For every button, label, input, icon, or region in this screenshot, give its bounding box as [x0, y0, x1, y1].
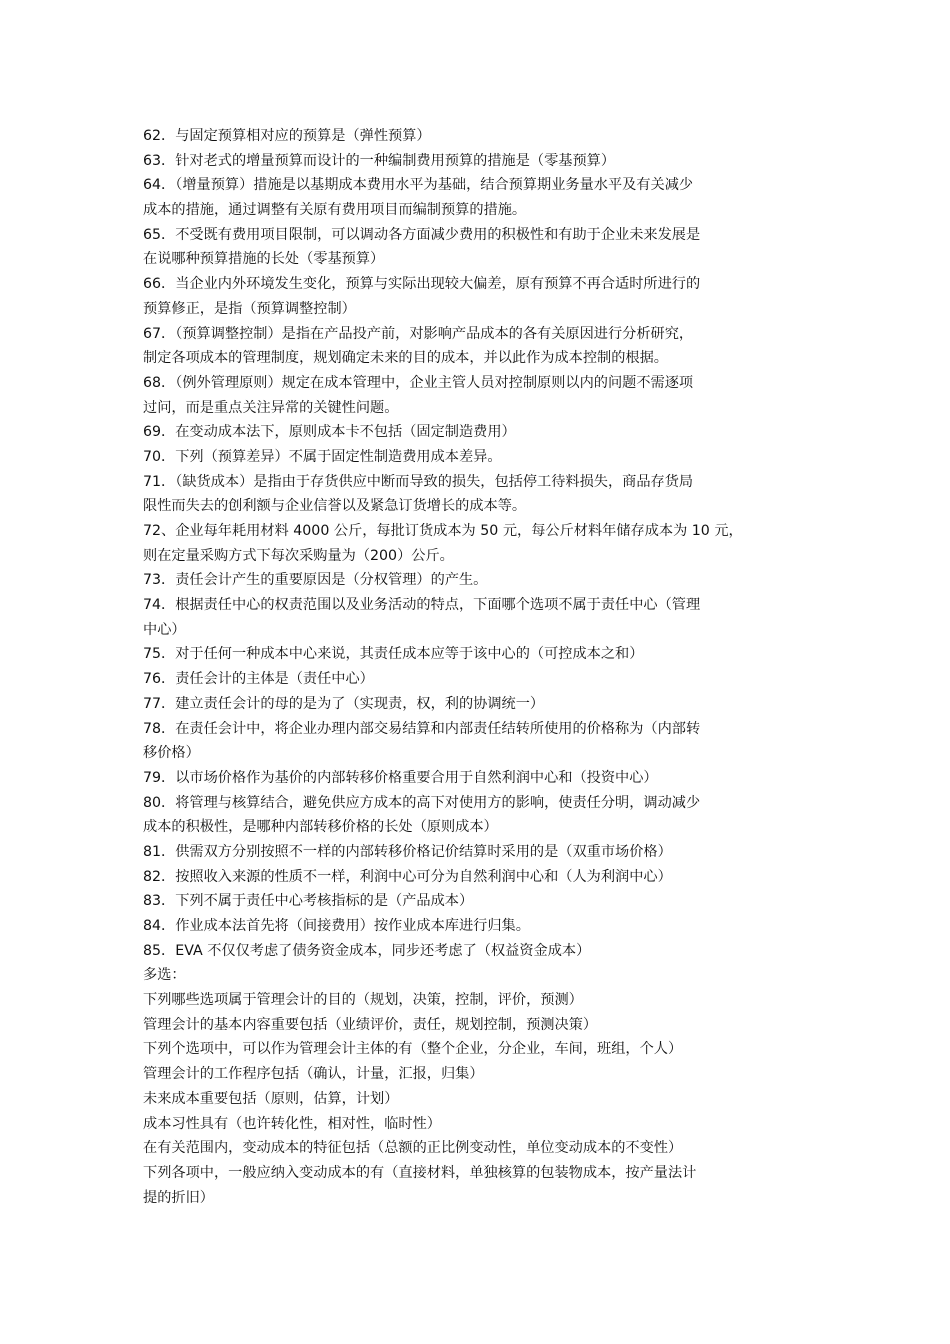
text-line: 下列各项中，一般应纳入变动成本的有（直接材料，单独核算的包装物成本，按产量法计 — [143, 1164, 697, 1181]
text-line: 中心） — [143, 621, 186, 638]
text-line: 成本的积极性，是哪种内部转移价格的长处（原则成本） — [143, 819, 498, 836]
text-line: 65．不受既有费用项目限制，可以调动各方面减少费用的积极性和有助于企业未来发展是 — [143, 226, 701, 243]
text-line: 管理会计的基本内容重要包括（业绩评价，责任，规划控制，预测决策） — [143, 1016, 598, 1033]
text-line: 68．（例外管理原则）规定在成本管理中，企业主管人员对控制原则以内的问题不需逐项 — [143, 374, 694, 391]
text-line: 67．（预算调整控制）是指在产品投产前，对影响产品成本的各有关原因进行分析研究， — [143, 325, 694, 342]
text-line: 成本的措施，通过调整有关原有费用项目而编制预算的措施。 — [143, 202, 527, 219]
text-line: 在有关范围内，变动成本的特征包括（总额的正比例变动性，单位变动成本的不变性） — [143, 1140, 683, 1157]
text-line: 则在定量采购方式下每次采购量为（200）公斤。 — [143, 547, 454, 564]
text-line: 85．EVA 不仅仅考虑了债务资金成本，同步还考虑了（权益资金成本） — [143, 942, 591, 959]
text-line: 72、企业每年耗用材料 4000 公斤，每批订货成本为 50 元，每公斤材料年储存成本为 10 元， — [143, 523, 743, 539]
text-line: 管理会计的工作程序包括（确认，计量，汇报，归集） — [143, 1066, 484, 1083]
text-line: 71．（缺货成本）是指由于存货供应中断而导致的损失，包括停工待料损失，商品存货局 — [143, 473, 694, 490]
text-line: 制定各项成本的管理制度，规划确定未来的目的成本，并以此作为成本控制的根据。 — [143, 350, 668, 367]
text-line: 下列哪些选项属于管理会计的目的（规划，决策，控制，评价，预测） — [143, 992, 583, 1009]
text-line: 74．根据责任中心的权责范围以及业务活动的特点，下面哪个选项不属于责任中心（管理 — [143, 597, 701, 614]
text-line: 76．责任会计的主体是（责任中心） — [143, 671, 374, 688]
text-line: 62．与固定预算相对应的预算是（弹性预算） — [143, 128, 431, 144]
text-line: 成本习性具有（也许转化性，相对性，临时性） — [143, 1115, 441, 1132]
text-line: 移价格） — [143, 745, 200, 762]
text-line: 提的折旧） — [143, 1189, 214, 1206]
text-line: 下列个选项中，可以作为管理会计主体的有（整个企业，分企业，车间，班组，个人） — [143, 1041, 683, 1058]
text-line: 78．在责任会计中，将企业办理内部交易结算和内部责任结转所使用的价格称为（内部转 — [143, 720, 701, 737]
text-line: 预算修正，是指（预算调整控制） — [143, 300, 356, 317]
text-line: 81．供需双方分别按照不一样的内部转移价格记价结算时采用的是（双重市场价格） — [143, 843, 672, 860]
text-line: 80．将管理与核算结合，避免供应方成本的高下对使用方的影响，使责任分明，调动减少 — [143, 794, 701, 811]
text-line: 过问，而是重点关注异常的关键性问题。 — [143, 399, 399, 416]
text-line: 84．作业成本法首先将（间接费用）按作业成本库进行归集。 — [143, 918, 530, 934]
document-body — [143, 124, 823, 1210]
text-line: 多选： — [143, 967, 186, 984]
text-line: 70．下列（预算差异）不属于固定性制造费用成本差异。 — [143, 448, 502, 465]
text-line: 未来成本重要包括（原则，估算，计划） — [143, 1090, 399, 1107]
text-line: 82．按照收入来源的性质不一样，利润中心可分为自然利润中心和（人为利润中心） — [143, 868, 672, 885]
text-line: 73．责任会计产生的重要原因是（分权管理）的产生。 — [143, 572, 488, 589]
text-line: 79．以市场价格作为基价的内部转移价格重要合用于自然利润中心和（投资中心） — [143, 769, 658, 786]
text-line: 63．针对老式的增量预算而设计的一种编制费用预算的措施是（零基预算） — [143, 152, 616, 169]
text-line: 限性而失去的创利额与企业信誉以及紧急订货增长的成本等。 — [143, 498, 527, 515]
text-line: 64．（增量预算）措施是以基期成本费用水平为基础，结合预算期业务量水平及有关减少 — [143, 177, 694, 194]
text-line: 69．在变动成本法下，原则成本卡不包括（固定制造费用） — [143, 424, 516, 441]
text-line: 在说哪种预算措施的长处（零基预算） — [143, 251, 385, 268]
text-line: 83．下列不属于责任中心考核指标的是（产品成本） — [143, 893, 474, 910]
text-line: 66．当企业内外环境发生变化，预算与实际出现较大偏差，原有预算不再合适时所进行的 — [143, 276, 701, 293]
text-line: 77．建立责任会计的母的是为了（实现责，权，利的协调统一） — [143, 695, 545, 712]
text-line: 75．对于任何一种成本中心来说，其责任成本应等于该中心的（可控成本之和） — [143, 646, 644, 663]
